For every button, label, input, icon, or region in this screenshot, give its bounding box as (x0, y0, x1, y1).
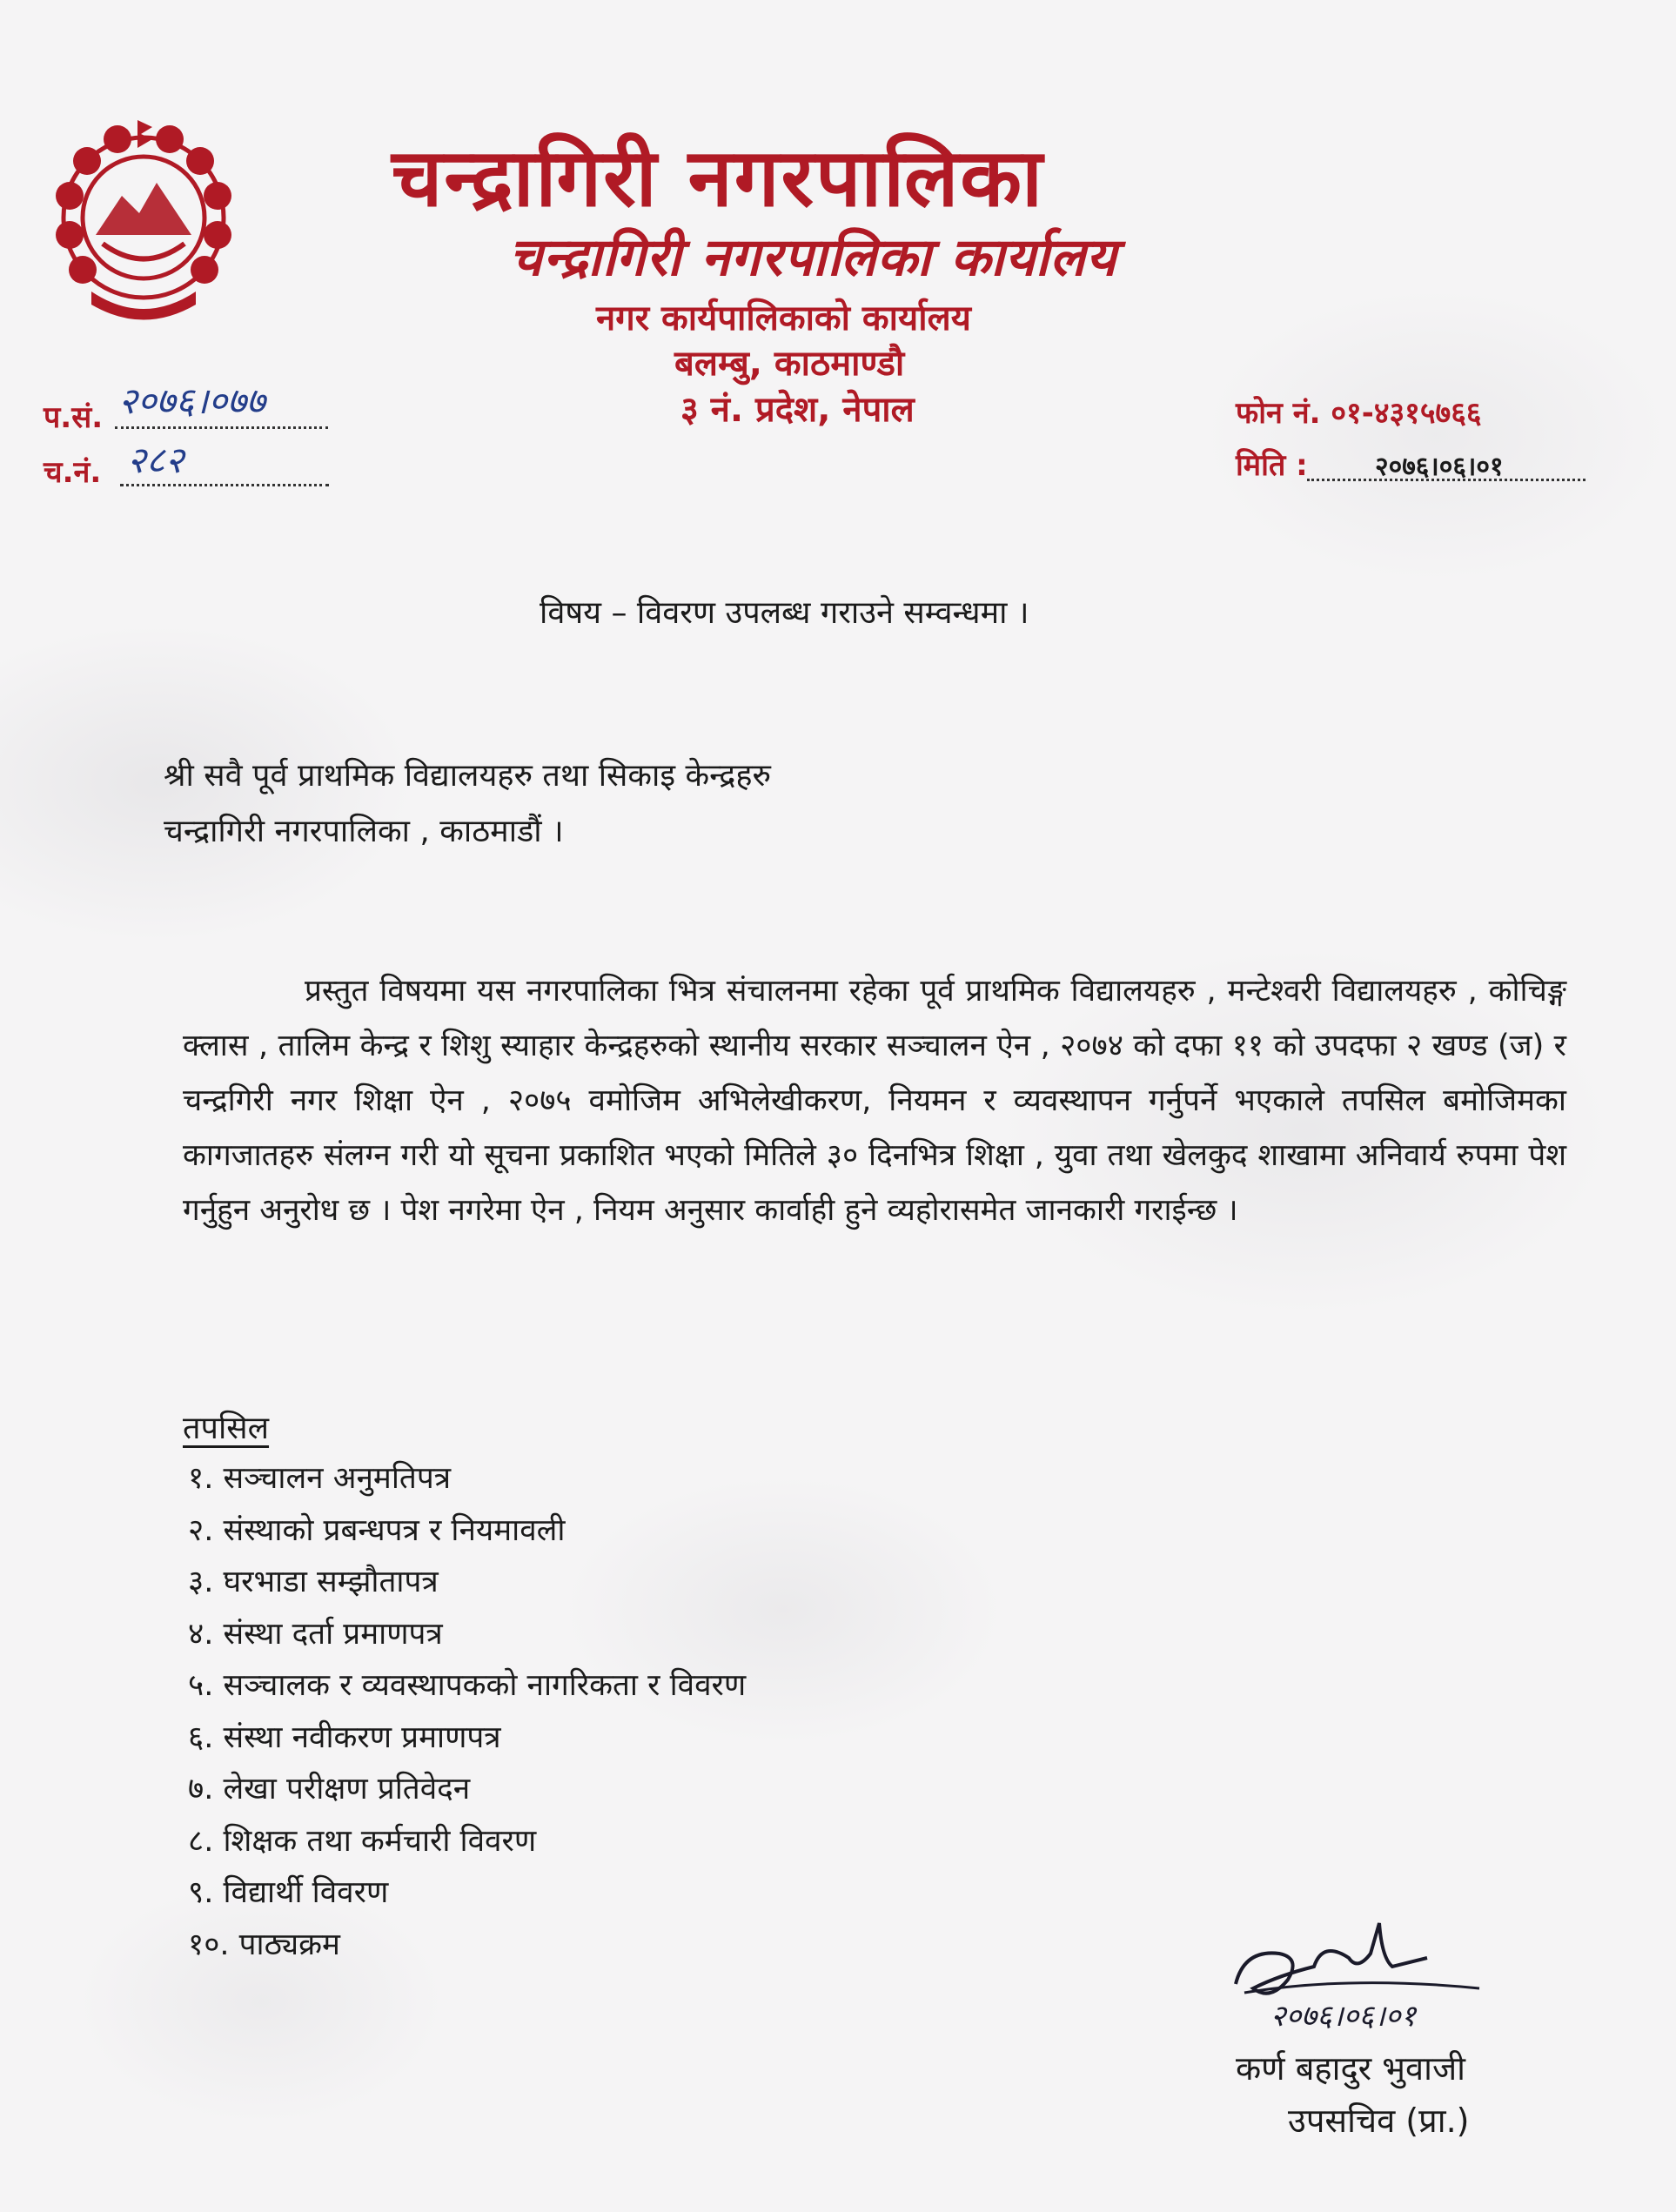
list-item: १. सञ्चालन अनुमतिपत्र (188, 1461, 452, 1496)
list-item: ९. विद्यार्थी विवरण (188, 1875, 389, 1910)
office-province: ३ नं. प्रदेश, नेपाल (680, 390, 915, 430)
reference-number-label: प.सं. (44, 400, 104, 435)
date-label: मिति : (1236, 448, 1308, 483)
annex-list (188, 1453, 746, 1971)
municipality-name: चन्द्रागिरी नगरपालिका (392, 131, 1044, 225)
list-item: ४. संस्था दर्ता प्रमाणपत्र (188, 1616, 443, 1652)
signer-name: कर्ण बहादुर भुवाजी (1236, 2049, 1465, 2088)
dispatch-number-value: २८२ (127, 439, 184, 481)
date-value: २०७६।०६।०१ (1375, 452, 1504, 482)
letter-body-paragraph: प्रस्तुत विषयमा यस नगरपालिका भित्र संचालनमा रहेका पूर्व प्राथमिक विद्यालयहरु , मन्टेश्वरी विद्यालयहरु , कोचिङ्ग क्लास , तालिम केन्द्र र शिशु स्याहार केन्द्रहरुको स्थानीय सरकार सञ्चालन ऐन , २०७४ को दफा ११ को उपदफा २ खण्ड (ज) र चन्द्रगिरी नगर शिक्षा ऐन , २०७५ वमोजिम अभिलेखीकरण, नियमन र व्यवस्थापन गर्नुपर्ने भएकाले तपसिल बमोजिमका कागजातहरु संलग्न गरी यो सूचना प्रकाशित भएको मितिले ३० दिनभित्र शिक्षा , युवा तथा खेलकुद शाखामा अनिवार्य रुपमा पेश गर्नुहुन अनुरोध छ । पेश नगरेमा ऐन , नियम अनुसार कार्वाही हुने व्यहोरासमेत जानकारी गराईन्छ । (183, 974, 1566, 1228)
phone-number: फोन नं. ०१-४३१५७६६ (1236, 396, 1482, 431)
list-item: १०. पाठ्यक्रम (188, 1927, 340, 1962)
list-item: ७. लेखा परीक्षण प्रतिवेदन (188, 1772, 471, 1806)
letter-subject: विषय – विवरण उपलब्ध गराउने सम्वन्धमा । (540, 595, 1029, 631)
list-item: २. संस्थाको प्रबन्धपत्र र नियमावली (188, 1512, 566, 1548)
list-item: ६. संस्था नवीकरण प्रमाणपत्र (188, 1719, 501, 1755)
addressee-line: श्री सवै पूर्व प्राथमिक विद्यालयहरु तथा सिकाइ केन्द्रहरु (164, 758, 772, 794)
list-item: ३. घरभाडा सम्झौतापत्र (188, 1565, 439, 1599)
signature-date: २०७६।०६।०१ (1270, 1999, 1417, 2034)
office-name: नगर कार्यपालिकाको कार्यालय (596, 298, 971, 339)
signer-title: उपसचिव (प्रा.) (1288, 2101, 1470, 2140)
reference-number-value: २०७६।०७७ (118, 379, 265, 422)
annex-heading: तपसिल (183, 1411, 270, 1446)
office-city: बलम्बु, काठमाण्डौ (674, 344, 905, 384)
reference-number-field (115, 379, 328, 429)
addressee (164, 748, 771, 860)
signature-icon (1218, 1906, 1514, 2036)
addressee-line: चन्द्रागिरी नगरपालिका , काठमाडौं । (164, 814, 564, 849)
list-item: ५. सञ्चालक र व्यवस्थापकको नागरिकता र विवरण (188, 1668, 747, 1703)
list-item: ८. शिक्षक तथा कर्मचारी विवरण (188, 1823, 537, 1859)
date-field (1307, 444, 1585, 481)
municipality-name-decorative: चन्द्रागिरी नगरपालिका कार्यालय (509, 227, 1117, 288)
nepal-emblem-icon (35, 113, 252, 331)
dispatch-number-field (120, 439, 329, 486)
dispatch-number-label: च.नं. (44, 455, 102, 490)
